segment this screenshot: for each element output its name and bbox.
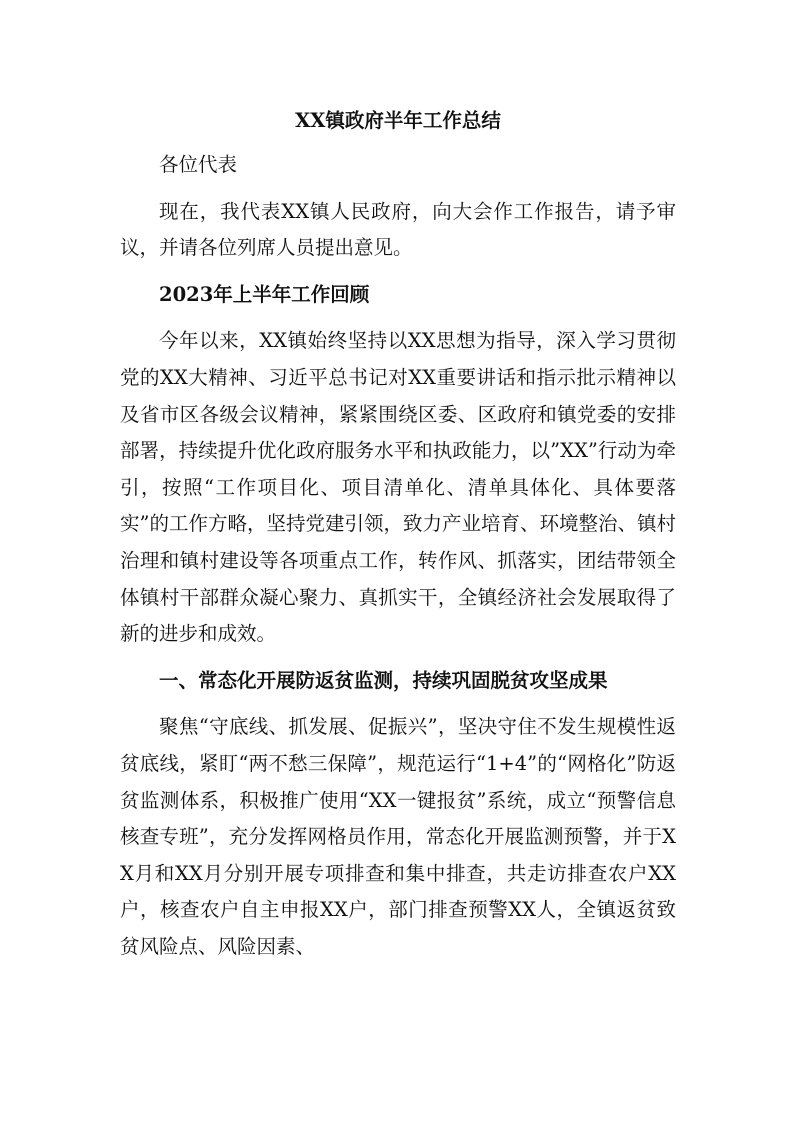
subheading-1: 一、常态化开展防返贫监测，持续巩固脱贫攻坚成果: [159, 668, 608, 692]
intro-paragraph: 现在，我代表XX镇人民政府，向大会作工作报告，请予审议，并请各位列席人员提出意见。: [120, 199, 676, 260]
review-paragraph: 今年以来，XX镇始终坚持以XX思想为指导，深入学习贯彻党的XX大精神、习近平总书记对XX重要讲话和指示批示精神以及省市区各级会议精神，紧紧围绕区委、区政府和镇党委的安排部署，持续提升优化政府服务水平和执政能力，以”XX”行动为牵引，按照“工作项目化、项目清单化、清单具体化、具体要落实”的工作方略，坚持党建引领，致力产业培育、环境整治、镇村治理和镇村建设等各项重点工作，转作风、抓落实，团结带领全体镇村干部群众凝心聚力、真抓实干，全镇经济社会发展取得了新的进步和成效。: [120, 329, 676, 646]
section-heading: 2023年上半年工作回顾: [159, 282, 370, 306]
greeting: 各位代表: [159, 153, 238, 176]
document-title: XX镇政府半年工作总结: [295, 109, 501, 132]
paragraph-1: 聚焦“守底线、抓发展、促振兴”，坚决守住不发生规模性返贫底线，紧盯“两不愁三保障”，规范运行“1+4”的“网格化”防返贫监测体系，积极推广使用“XX一键报贫”系统，成立“预警信息核查专班”，充分发挥网格员作用，常态化开展监测预警，并于XX月和XX月分别开展专项排查和集中排查，共走访排查农户XX户，核查农户自主申报XX户，部门排查预警XX人，全镇返贫致贫风险点、风险因素、: [120, 715, 676, 958]
document-body: [120, 103, 676, 965]
